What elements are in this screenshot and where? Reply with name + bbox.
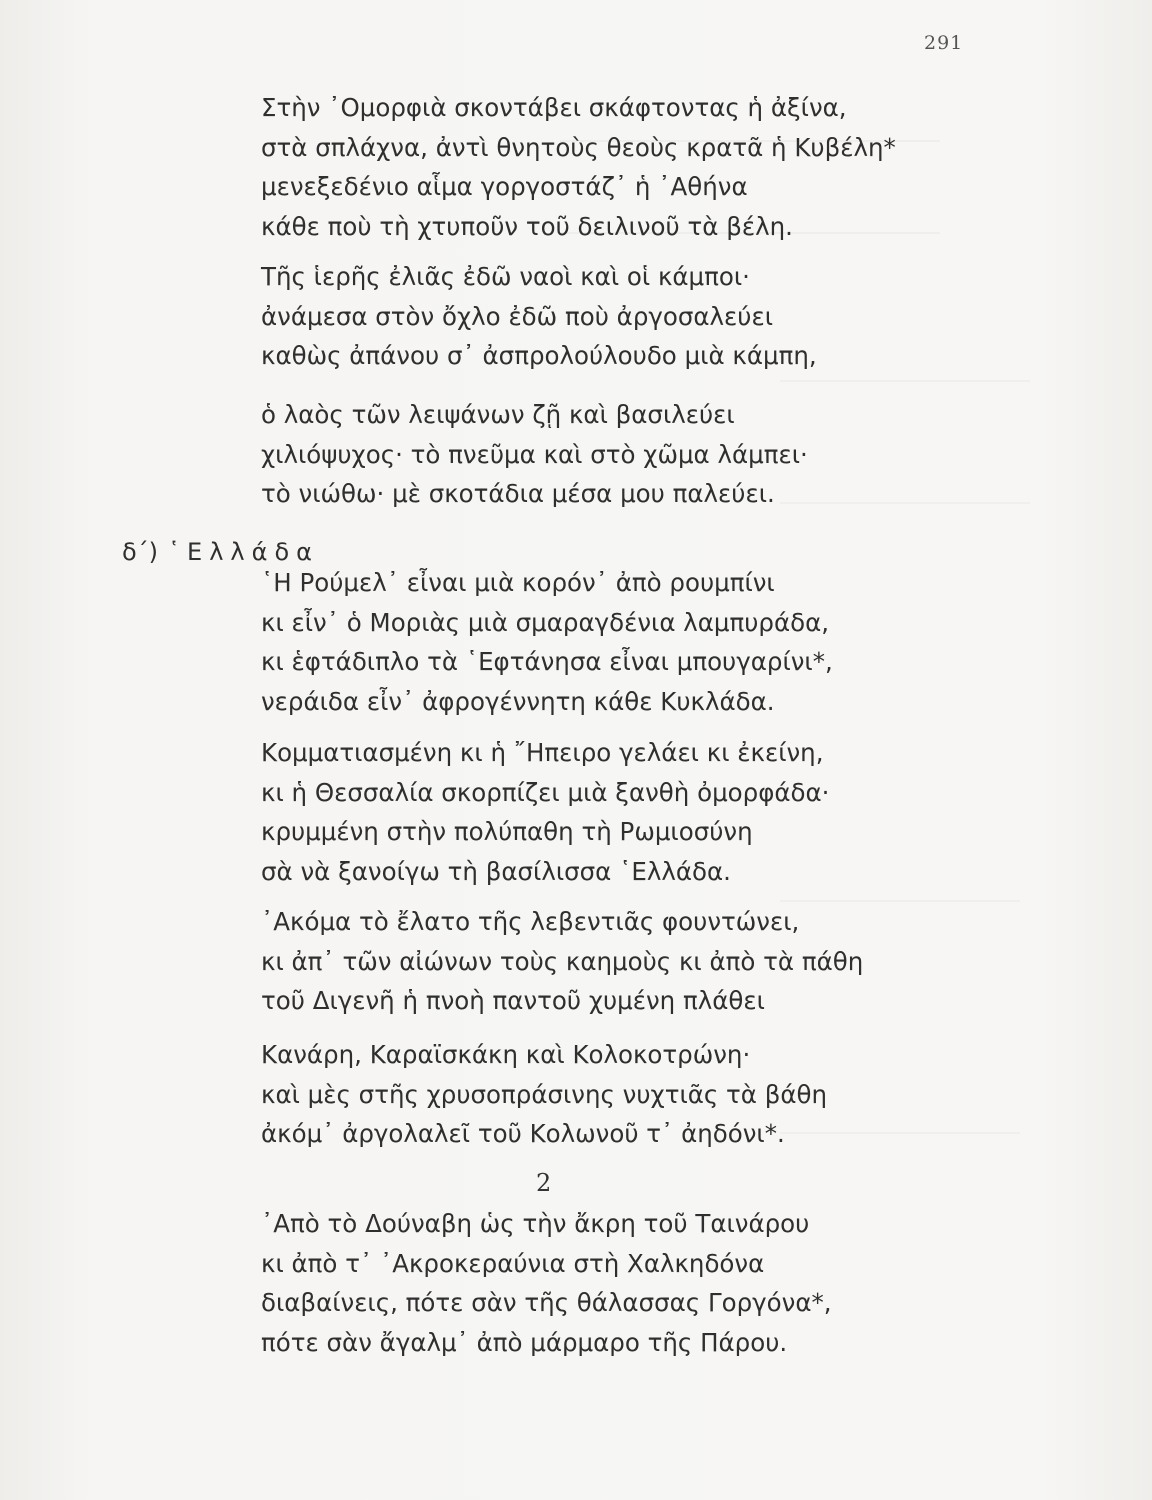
stanza <box>261 1204 832 1362</box>
verse-line: καὶ μὲς στῆς χρυσοπράσινης νυχτιᾶς τὰ βάθη <box>261 1079 828 1109</box>
verse-line: ᾿Απὸ τὸ Δούναβη ὡς τὴν ἄκρη τοῦ Ταινάρου <box>261 1209 810 1238</box>
stanza <box>261 1035 827 1154</box>
verse-line: καθὼς ἀπάνου σ᾿ ἀσπρολούλουδο μιὰ κάμπη, <box>261 341 817 370</box>
verse-line: κι ἀπὸ τ᾿ ᾿Ακροκεραύνια στὴ Χαλκηδόνα <box>261 1248 765 1278</box>
stanza <box>261 563 833 721</box>
verse-line: κι ἀπ᾿ τῶν αἰώνων τοὺς καημοὺς κι ἀπὸ τὰ πάθη <box>261 946 864 976</box>
verse-line: ἀκόμ᾿ ἀργολαλεῖ τοῦ Κολωνοῦ τ᾿ ἀηδόνι*. <box>261 1119 785 1148</box>
stanza <box>261 88 896 246</box>
page-number: 291 <box>924 32 964 54</box>
verse-line: ὁ λαὸς τῶν λειψάνων ζῇ καὶ βασιλεύει <box>261 400 735 429</box>
section-label: δ΄) <box>122 538 159 566</box>
stanza <box>261 902 863 1021</box>
verse-line: κάθε ποὺ τὴ χτυποῦν τοῦ δειλινοῦ τὰ βέλη. <box>261 211 793 241</box>
verse-line: κι ἑφτάδιπλο τὰ ῾Εφτάνησα εἶναι μπουγαρίνι*, <box>261 647 833 676</box>
verse-line: Τῆς ἱερῆς ἐλιᾶς ἐδῶ ναοὶ καὶ οἱ κάμποι· <box>261 262 750 291</box>
verse-line: ἀνάμεσα στὸν ὄχλο ἐδῶ ποὺ ἀργοσαλεύει <box>261 301 773 331</box>
part-number: 2 <box>536 1169 552 1197</box>
verse-line: πότε σὰν ἄγαλμ᾿ ἀπὸ μάρμαρο τῆς Πάρου. <box>261 1327 788 1357</box>
stanza <box>261 257 817 376</box>
verse-line: μενεξεδένιο αἷμα γοργοστάζ᾿ ἡ ᾿Αθήνα <box>261 172 748 201</box>
show-through-shadow <box>780 380 1030 504</box>
section-title: ῾Ελλάδα <box>168 538 319 566</box>
verse-line: Κανάρη, Καραϊσκάκη καὶ Κολοκοτρώνη· <box>261 1040 751 1069</box>
stanza <box>261 733 829 891</box>
verse-line: ῾Η Ρούμελ᾿ εἶναι μιὰ κορόν᾿ ἀπὸ ρουμπίνι <box>261 568 775 597</box>
verse-line: Στὴν ᾿Ομορφιὰ σκοντάβει σκάφτοντας ἡ ἀξίνα, <box>261 93 847 122</box>
verse-line: τοῦ Διγενῆ ἡ πνοὴ παντοῦ χυμένη πλάθει <box>261 986 765 1015</box>
verse-line: χιλιόψυχος· τὸ πνεῦμα καὶ στὸ χῶμα λάμπει· <box>261 439 808 469</box>
verse-line: Κομματιασμένη κι ἡ ῎Ηπειρο γελάει κι ἐκείνη, <box>261 738 824 767</box>
verse-line: νεράιδα εἶν᾿ ἀφρογέννητη κάθε Κυκλάδα. <box>261 686 775 716</box>
verse-line: σὰ νὰ ξανοίγω τὴ βασίλισσα ῾Ελλάδα. <box>261 856 731 886</box>
stanza <box>261 395 808 514</box>
verse-line: κι ἡ Θεσσαλία σκορπίζει μιὰ ξανθὴ ὀμορφάδα· <box>261 777 830 807</box>
verse-line: κι εἶν᾿ ὁ Μοριὰς μιὰ σμαραγδένια λαμπυράδα, <box>261 607 830 637</box>
verse-line: διαβαίνεις, πότε σὰν τῆς θάλασσας Γοργόνα*, <box>261 1288 832 1317</box>
verse-line: κρυμμένη στὴν πολύπαθη τὴ Ρωμιοσύνη <box>261 817 753 846</box>
verse-line: τὸ νιώθω· μὲ σκοτάδια μέσα μου παλεύει. <box>261 479 775 508</box>
verse-line: στὰ σπλάχνα, ἀντὶ θνητοὺς θεοὺς κρατᾶ ἡ Κυβέλη* <box>261 132 896 162</box>
verse-line: ᾿Ακόμα τὸ ἔλατο τῆς λεβεντιᾶς φουντώνει, <box>261 907 800 936</box>
